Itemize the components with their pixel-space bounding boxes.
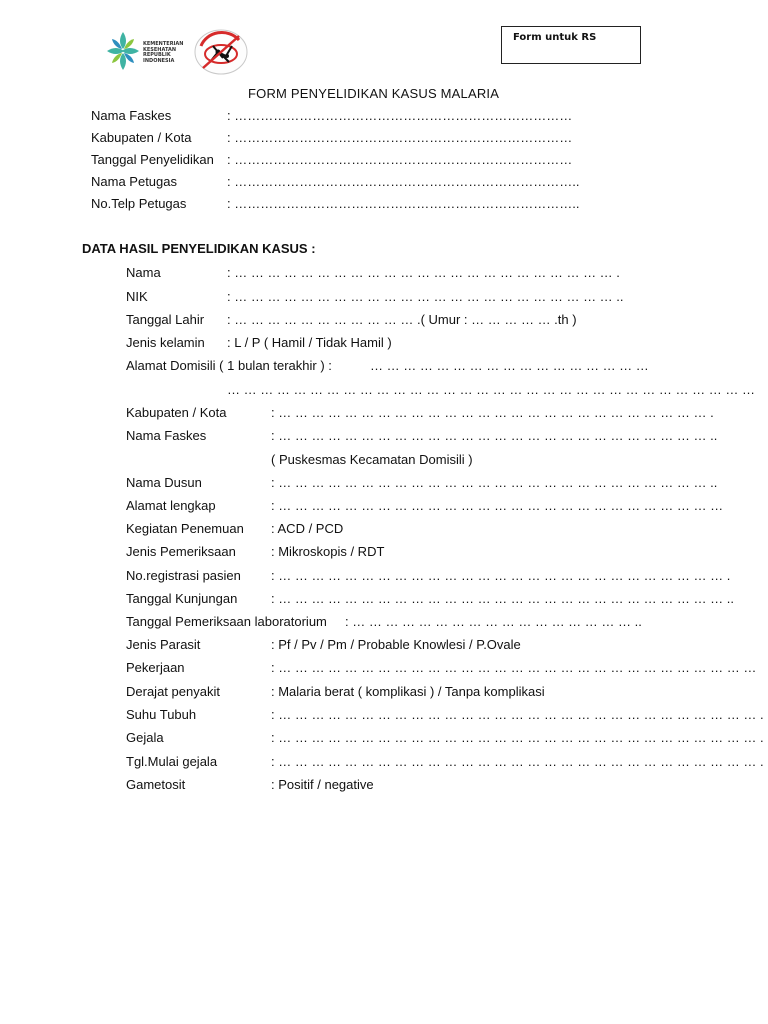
field-value[interactable]: : … … … … … … … … … … … .( Umur : … … … … … .th ) (227, 312, 577, 327)
kemenkes-emblem-icon (105, 30, 141, 72)
field-label: Kegiatan Penemuan (126, 521, 244, 536)
field-value[interactable]: : … … … … … … … … … … … … … … … … … … … … … … … … … … … . (271, 568, 731, 583)
field-label: Tgl.Mulai gejala (126, 754, 218, 769)
field-value[interactable]: : … … … … … … … … … … … … … … … … … … … … … … … . (227, 265, 620, 280)
faskes-note: ( Puskesmas Kecamatan Domisili ) (271, 452, 473, 467)
field-value[interactable]: : … … … … … … … … … … … … … … … … … … … … … … … … … … … (271, 498, 724, 513)
form-type-box (501, 26, 641, 64)
section-heading: DATA HASIL PENYELIDIKAN KASUS : (82, 241, 316, 256)
field-label: Nama Faskes (126, 428, 207, 443)
field-label: Kabupaten / Kota (126, 405, 227, 420)
field-label: Gametosit (126, 777, 186, 792)
field-value[interactable]: : … … … … … … … … … … … … … … … … … … … … … … … … … … … … … . (271, 754, 764, 769)
field-value[interactable]: : … … … … … … … … … … … … … … … … … … … … … … … … … … … .. (271, 591, 734, 606)
field-label: Tanggal Lahir (126, 312, 205, 327)
field-label: Pekerjaan (126, 660, 185, 675)
field-value[interactable]: : …………………………………………………………………… (227, 152, 573, 167)
field-value[interactable]: : …………………………………………………………………….. (227, 196, 580, 211)
field-label: Suhu Tubuh (126, 707, 197, 722)
field-value[interactable]: : L / P ( Hamil / Tidak Hamil ) (227, 335, 392, 350)
kemenkes-logo (105, 30, 184, 72)
field-label: Nama (126, 265, 161, 280)
field-value[interactable]: : Malaria berat ( komplikasi ) / Tanpa komplikasi (271, 684, 545, 699)
field-label: Jenis Pemeriksaan (126, 544, 236, 559)
field-label: No.Telp Petugas (91, 196, 187, 211)
field-value[interactable]: : ACD / PCD (271, 521, 344, 536)
malaria-program-logo (193, 28, 249, 76)
field-label: Kabupaten / Kota (91, 130, 192, 145)
field-value[interactable]: : … … … … … … … … … … … … … … … … … .. (345, 614, 642, 629)
field-label: Alamat Domisili ( 1 bulan terakhir ) : (126, 358, 332, 373)
field-value[interactable]: : Mikroskopis / RDT (271, 544, 385, 559)
field-label: Derajat penyakit (126, 684, 220, 699)
field-label: Jenis kelamin (126, 335, 205, 350)
field-value[interactable]: … … … … … … … … … … … … … … … … … (370, 358, 649, 373)
field-value[interactable]: : …………………………………………………………………….. (227, 174, 580, 189)
form-title: FORM PENYELIDIKAN KASUS MALARIA (248, 86, 500, 101)
field-value[interactable]: : … … … … … … … … … … … … … … … … … … … … … … … … … … . (271, 405, 714, 420)
field-value[interactable]: : … … … … … … … … … … … … … … … … … … … … … … … … … … .. (271, 428, 718, 443)
field-label: Nama Dusun (126, 475, 202, 490)
field-label: Alamat lengkap (126, 498, 216, 513)
field-value[interactable]: : … … … … … … … … … … … … … … … … … … … … … … … … … … .. (271, 475, 718, 490)
field-label: Tanggal Penyelidikan (91, 152, 214, 167)
kemenkes-logo-text: KEMENTERIAN KESEHATAN REPUBLIK INDONESIA (143, 41, 184, 64)
field-value[interactable]: : Pf / Pv / Pm / Probable Knowlesi / P.Ovale (271, 637, 521, 652)
field-value[interactable]: : … … … … … … … … … … … … … … … … … … … … … … … … … … … … … . (271, 730, 764, 745)
form-type-label: Form untuk RS (513, 32, 597, 43)
field-label: No.registrasi pasien (126, 568, 241, 583)
field-value[interactable]: : … … … … … … … … … … … … … … … … … … … … … … … .. (227, 289, 624, 304)
field-value-continuation[interactable]: … … … … … … … … … … … … … … … … … … … … … … … … … … … … … … … … (227, 382, 755, 397)
field-label: Gejala (126, 730, 164, 745)
field-value[interactable]: : … … … … … … … … … … … … … … … … … … … … … … … … … … … … … (271, 660, 757, 675)
field-value[interactable]: : …………………………………………………………………… (227, 108, 573, 123)
field-label: Tanggal Kunjungan (126, 591, 238, 606)
field-value[interactable]: : …………………………………………………………………… (227, 130, 573, 145)
field-label: NIK (126, 289, 148, 304)
mosquito-seal-icon (193, 28, 249, 76)
field-label: Tanggal Pemeriksaan laboratorium (126, 614, 327, 629)
field-label: Jenis Parasit (126, 637, 201, 652)
field-label: Nama Petugas (91, 174, 177, 189)
field-value[interactable]: : … … … … … … … … … … … … … … … … … … … … … … … … … … … … … . (271, 707, 764, 722)
field-value[interactable]: : Positif / negative (271, 777, 374, 792)
field-label: Nama Faskes (91, 108, 172, 123)
